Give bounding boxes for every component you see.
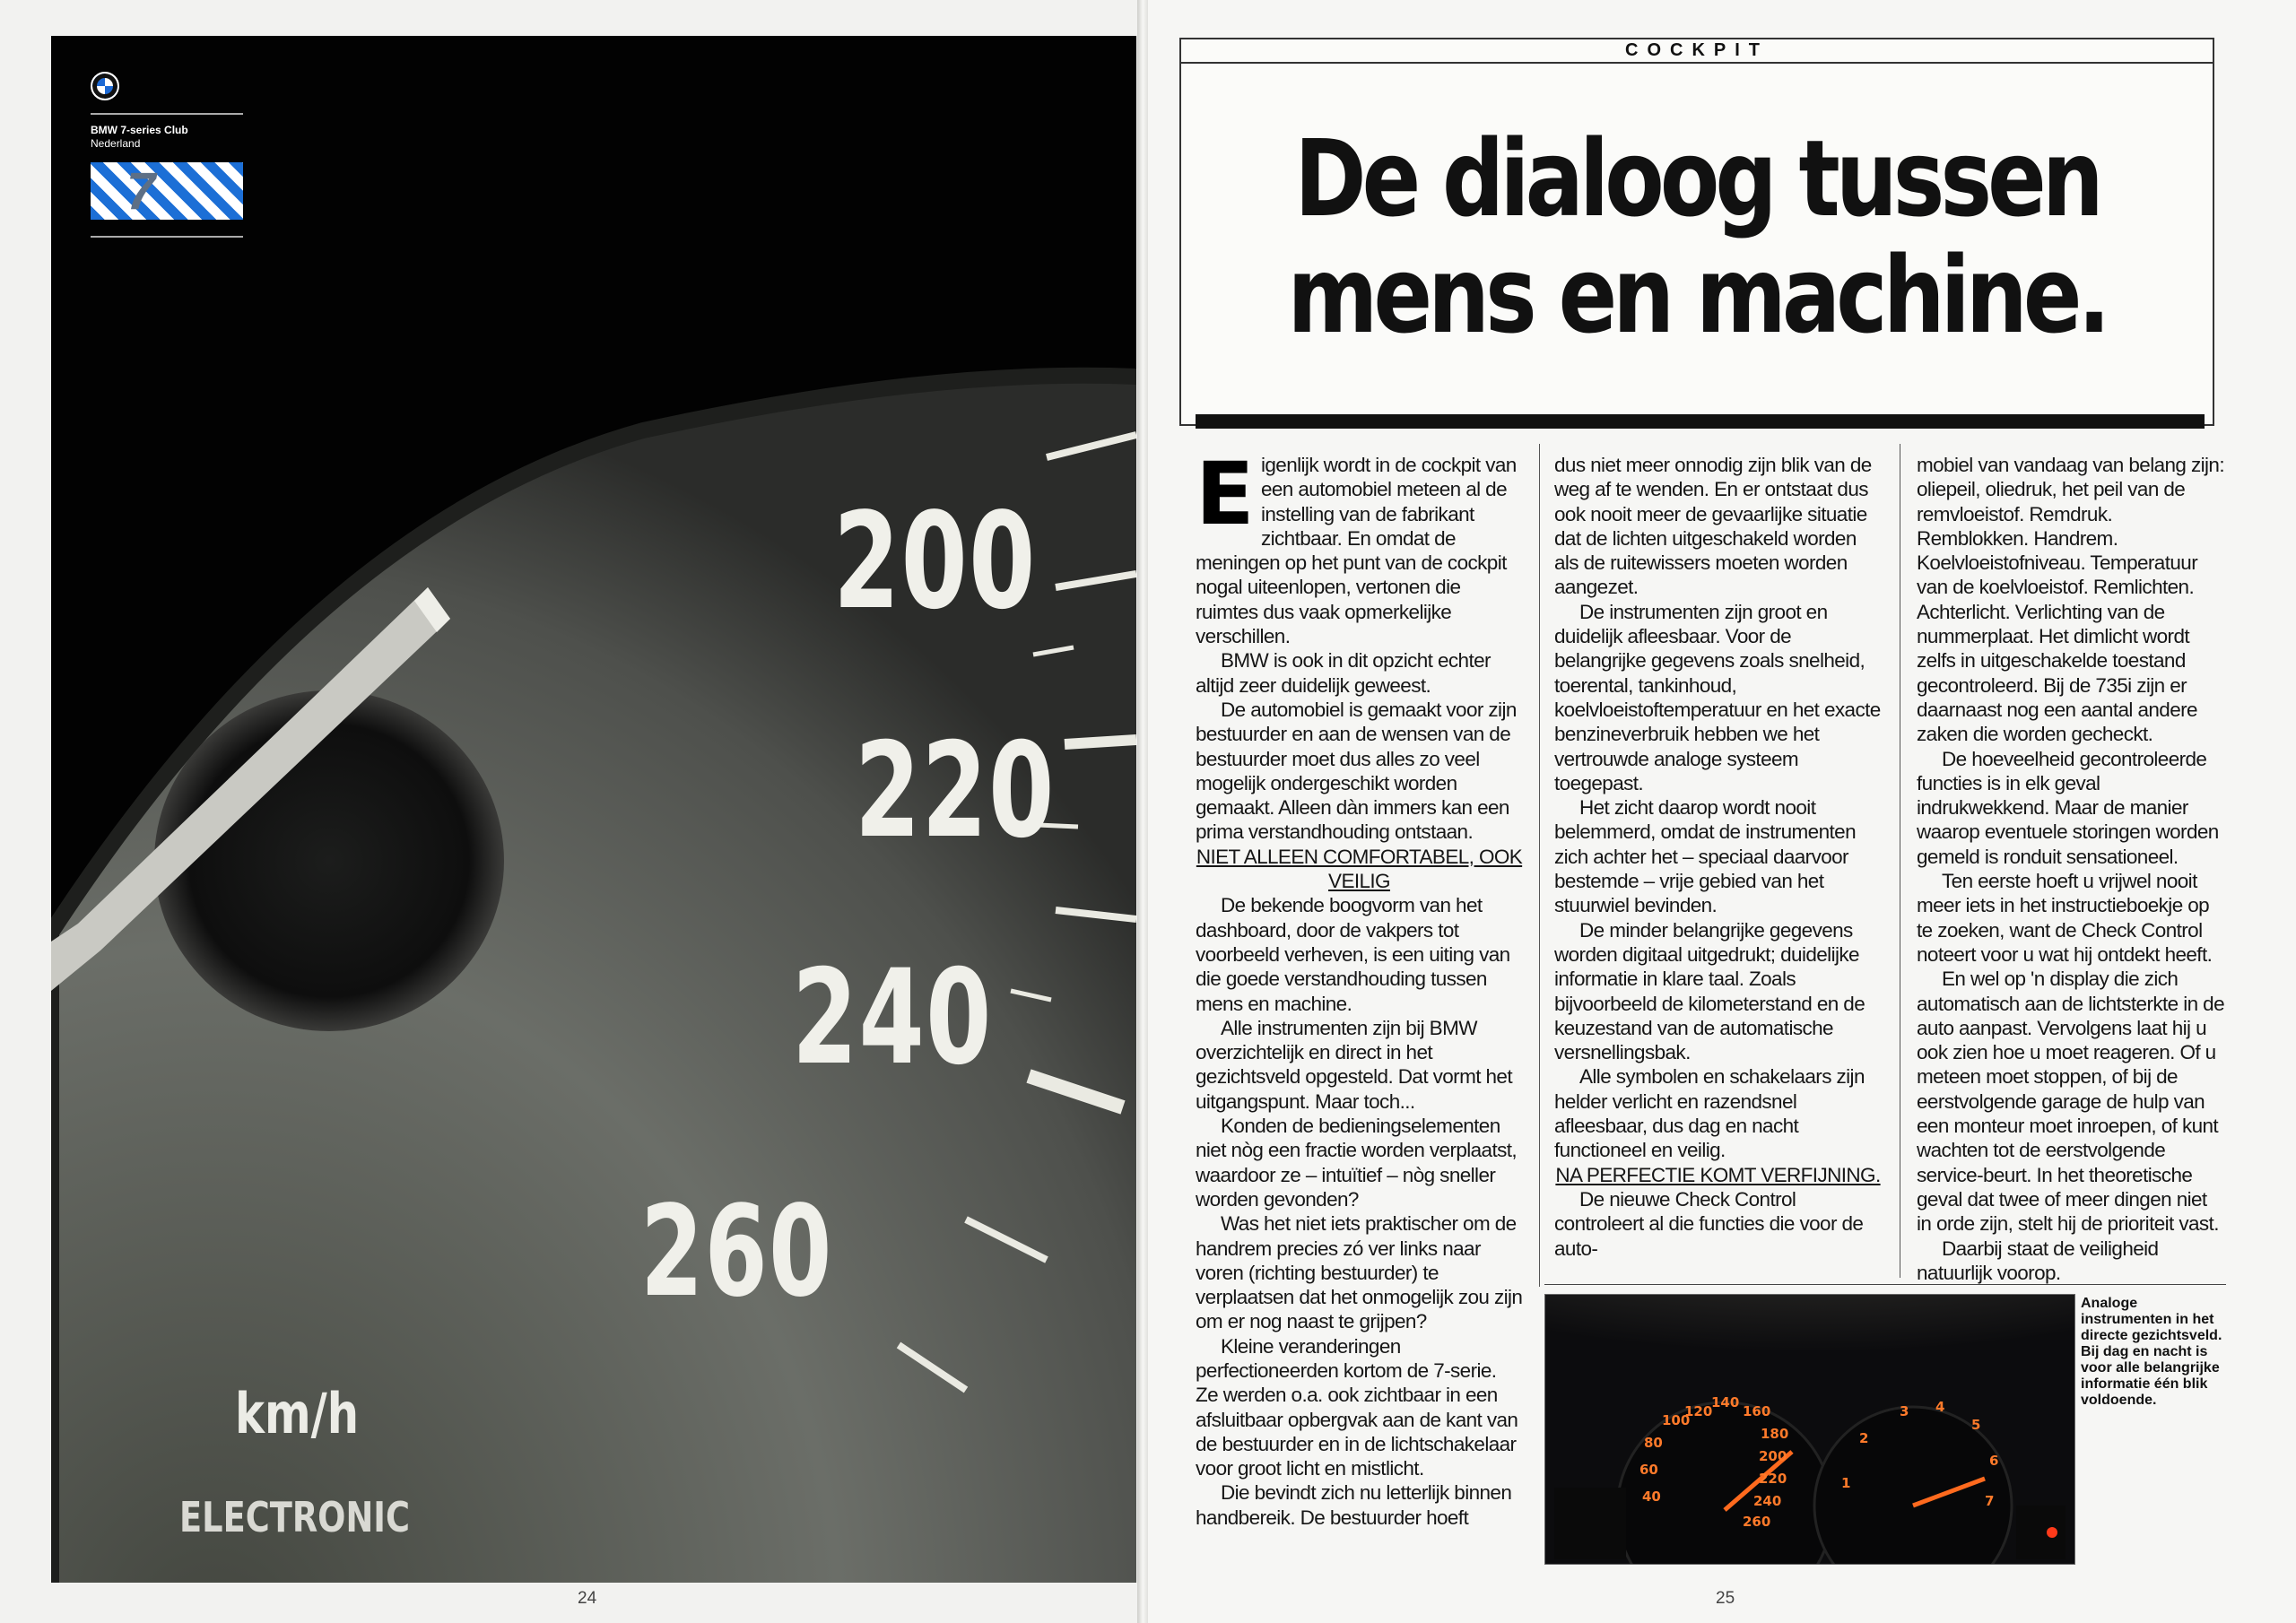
headline-line-1: De dialoog tussen bbox=[1294, 117, 2100, 240]
club-country: Nederland bbox=[91, 137, 141, 150]
paragraph: De bekende boogvorm van het dashboard, door de vakpers tot voorbeeld verheven, is een uiting van die goede verstandhouding tussen mens en machine. bbox=[1196, 894, 1510, 1015]
gauge-numeral: 160 bbox=[1743, 1403, 1771, 1419]
gauge-numeral: 80 bbox=[1644, 1435, 1663, 1451]
gauge-numeral: 60 bbox=[1639, 1462, 1658, 1478]
dial-number-220: 220 bbox=[855, 715, 1056, 867]
bavarian-flag-badge bbox=[91, 162, 243, 220]
paragraph: De nieuwe Check Control controleert al die functies die voor de auto- bbox=[1554, 1187, 1864, 1260]
dial-number-200: 200 bbox=[833, 484, 1037, 638]
paragraph: Alle symbolen en schakelaars zijn helder verlicht en razendsnel afleesbaar, dus dag en nacht functioneel en veilig. bbox=[1554, 1065, 1865, 1162]
gauge-numeral: 40 bbox=[1642, 1488, 1661, 1505]
section-label: COCKPIT bbox=[1181, 39, 2213, 64]
gauge-numeral: 200 bbox=[1759, 1448, 1787, 1464]
paragraph: mobiel van vandaag van belang zijn: oliepeil, oliedruk, het peil van de remvloeistof. Remdruk. Remblokken. Handrem. Koelvloeistofniveau. Temperatuur van de koelvloeistof. Remlichten. Achterlicht. Verlichting van de nummerplaat. Het dimlicht wordt zelfs in uitgeschakelde toestand gecontroleerd. Bij de 735i zijn er daarnaast nog een aantal andere zaken die worden gecheckt. bbox=[1917, 454, 2224, 746]
subheading: NA PERFECTIE KOMT VERFIJNING. bbox=[1555, 1163, 1881, 1186]
bmw-logo-icon bbox=[91, 72, 119, 100]
gauge-numeral: 260 bbox=[1743, 1514, 1771, 1530]
paragraph: BMW is ook in dit opzicht echter altijd zeer duidelijk geweest. bbox=[1196, 649, 1491, 697]
gauge-numeral: 2 bbox=[1859, 1430, 1869, 1446]
subheading: NIET ALLEEN COMFORTABEL, OOK VEILIG bbox=[1196, 845, 1523, 893]
paragraph: En wel op 'n display die zich automatisch aan de lichtsterkte in de auto aanpast. Vervolgens laat hij u ook zien hoe u moet reageren. Of u meteen moet stoppen, of bij de eerstvolgende garage de hulp van een monteur moet inroepen, of kunt wachten tot de eerstvolgende service-beurt. In het theoretische geval dat twee of meer dingen niet in orde zijn, stelt hij de prioriteit vast. bbox=[1917, 968, 2225, 1236]
paragraph: Alle instrumenten zijn bij BMW overzichtelijk en direct in het gezichtsveld opgesteld. Dat vormt het uitgangspunt. Maar toch... bbox=[1196, 1016, 1512, 1113]
gauge-numeral: 240 bbox=[1753, 1493, 1782, 1509]
dial-number-240: 240 bbox=[792, 942, 993, 1094]
paragraph: Die bevindt zich nu letterlijk binnen handbereik. De bestuurder hoeft bbox=[1196, 1481, 1512, 1529]
paragraph: Het zicht daarop wordt nooit belemmerd, omdat de instrumenten zich achter het – speciaal daarvoor bestemde – vrije gebied van het stuurwiel bevinden. bbox=[1554, 796, 1856, 917]
paragraph: De automobiel is gemaakt voor zijn bestuurder en aan de wensen van de bestuurder moet dus alles zo veel mogelijk ondergeschikt worden gemaakt. Alleen dàn immers kan een prima verstandhouding ontstaan. bbox=[1196, 698, 1517, 844]
gauge-numeral: 5 bbox=[1971, 1417, 1981, 1433]
drop-cap: E bbox=[1196, 444, 1254, 544]
divider bbox=[1544, 1284, 2226, 1285]
photo-caption: Analoge instrumenten in het directe gezichtsveld. Bij dag en nacht is voor alle belangrijke informatie één blik voldoende. bbox=[2081, 1296, 2222, 1408]
article-header bbox=[1179, 38, 2214, 426]
gauge-numeral: 3 bbox=[1900, 1403, 1909, 1419]
headline-line-2: mens en machine. bbox=[1287, 233, 2107, 357]
speedometer-photo bbox=[51, 36, 1136, 1583]
paragraph: dus niet meer onnodig zijn blik van de weg af te wenden. En er ontstaat dus ook nooit meer de gevaarlijke situatie dat de lichten uitgeschakeld worden als de ruitewissers moeten worden aangezet. bbox=[1554, 454, 1872, 599]
heavy-rule bbox=[1196, 414, 2205, 429]
paragraph: Eigenlijk wordt in de cockpit van een automobiel meteen al de instelling van de fabrikant zichtbaar. En omdat de meningen op het punt van de cockpit nogal uiteenlopen, vertonen die ruimtes dus vaak opmerkelijke verschillen. bbox=[1196, 444, 1517, 648]
headline bbox=[1274, 117, 2120, 357]
page-number: 24 bbox=[578, 1589, 597, 1608]
gauge-numeral: 140 bbox=[1711, 1394, 1740, 1410]
paragraph: Konden de bedieningselementen niet nòg een fractie worden verplaatst, waardoor ze – intuïtief – nòg sneller worden gevonden? bbox=[1196, 1115, 1518, 1211]
electronic-label: ELECTRONIC bbox=[179, 1493, 410, 1541]
column-divider bbox=[1539, 444, 1540, 1287]
article-column-1 bbox=[1196, 444, 1523, 1530]
gauge-numeral: 4 bbox=[1935, 1399, 1945, 1415]
gauge-numeral: 120 bbox=[1684, 1403, 1713, 1419]
paragraph: De minder belangrijke gegevens worden digitaal uitgedrukt; duidelijke informatie in klare taal. Zoals bijvoorbeeld de kilometerstand en de keuzestand van de automatische versnellingsbak. bbox=[1554, 918, 1866, 1064]
gauge-numeral: 7 bbox=[1985, 1493, 1995, 1509]
badge-seven: 7 bbox=[126, 162, 156, 221]
article-column-3 bbox=[1917, 453, 2226, 1285]
paragraph: Was het niet iets praktischer om de handrem precies zó ver links naar voren (richting bestuurder) te verplaatsen dat het onmogelijk zou zijn om er nog naast te grijpen? bbox=[1196, 1212, 1523, 1333]
unit-label: km/h bbox=[235, 1381, 360, 1446]
paragraph: De instrumenten zijn groot en duidelijk afleesbaar. Voor de belangrijke gegevens zoals snelheid, toerental, tankinhoud, koelvloeistoftemperatuur en het exacte benzineverbruik hebben we het vertrouwde analoge systeem toegepast. bbox=[1554, 600, 1881, 794]
paragraph: Ten eerste hoeft u vrijwel nooit meer iets in het instructieboekje op te zoeken, want de Check Control noteert voor u wat hij ontdekt heeft. bbox=[1917, 870, 2213, 966]
gauge-numeral: 220 bbox=[1759, 1471, 1787, 1487]
instrument-cluster-photo bbox=[1544, 1294, 2075, 1565]
gauge-numeral: 100 bbox=[1662, 1412, 1691, 1428]
divider bbox=[91, 113, 243, 115]
gauge-numeral: 6 bbox=[1989, 1453, 1999, 1469]
dial-tick bbox=[1065, 740, 1136, 744]
left-page bbox=[0, 0, 1139, 1623]
paragraph: De hoeveelheid gecontroleerde functies is in elk geval indrukwekkend. Maar de manier waarop eventuele storingen worden gemeld is ronduit sensationeel. bbox=[1917, 747, 2219, 868]
gauge-numeral: 1 bbox=[1841, 1475, 1851, 1491]
club-name: BMW 7-series Club bbox=[91, 124, 188, 136]
club-branding bbox=[91, 72, 248, 238]
divider bbox=[91, 236, 243, 238]
article-column-2 bbox=[1554, 453, 1882, 1261]
paragraph: Kleine veranderingen perfectioneerden kortom de 7-serie. Ze werden o.a. ook zichtbaar in een afsluitbaar opbergvak aan de kant van de bestuurder en in de lichtschakelaar voor groot licht en mistlicht. bbox=[1196, 1334, 1518, 1480]
page-number: 25 bbox=[1716, 1589, 1735, 1608]
dial-number-260: 260 bbox=[640, 1179, 833, 1325]
paragraph: Daarbij staat de veiligheid natuurlijk voorop. bbox=[1917, 1237, 2159, 1284]
instrument-cluster-graphic bbox=[1545, 1295, 2074, 1564]
gauge-numeral: 180 bbox=[1761, 1426, 1789, 1442]
